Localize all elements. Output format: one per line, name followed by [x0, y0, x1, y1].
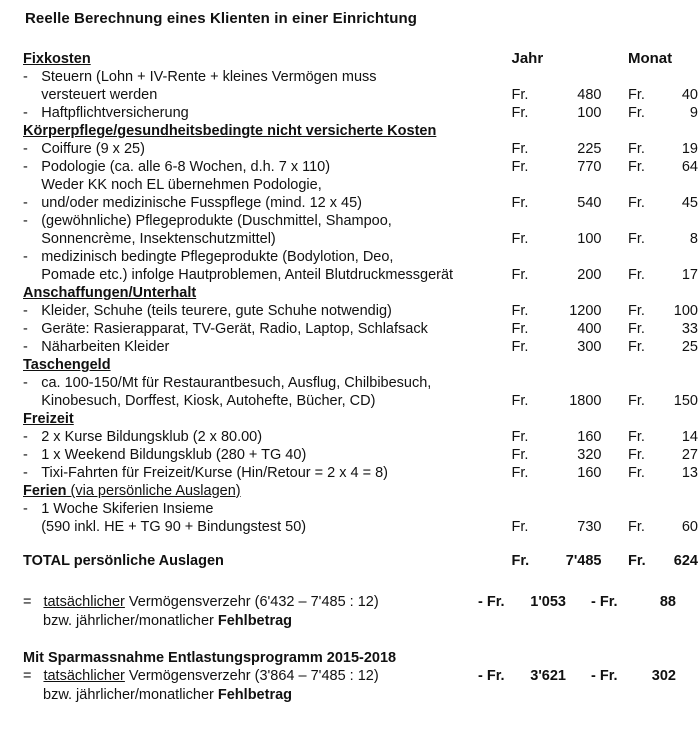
table-row: - Haftpflichtversicherung Fr. 100 Fr. 9: [23, 105, 698, 121]
table-row: Sonnencrème, Insektenschutzmittel) Fr. 100 Fr. 8: [41, 231, 698, 247]
calc1-month: 88: [659, 594, 676, 610]
year-value: 160: [577, 429, 602, 445]
section-freizeit: Freizeit: [23, 411, 74, 427]
item-label: ca. 100-150/Mt für Restaurantbesuch, Ausflug, Chilbibesuch,: [41, 375, 432, 391]
month-value: 33: [681, 321, 698, 337]
item-label: (590 inkl. HE + TG 90 + Bindungstest 50): [41, 519, 307, 535]
year-value: 100: [577, 231, 602, 247]
header-row: [23, 50, 698, 68]
section-row: [23, 410, 698, 428]
table-row: - ca. 100-150/Mt für Restaurantbesuch, Ausflug, Chilbibesuch,: [23, 374, 698, 392]
calc1-line2: bzw. jährlicher/monatlicher Fehlbetrag: [43, 613, 293, 629]
table-row: versteuert werden Fr. 480 Fr. 40: [41, 87, 698, 103]
item-label: Coiffure (9 x 25): [41, 141, 145, 157]
table-row: - 1 x Weekend Bildungsklub (280 + TG 40) Fr. 320 Fr. 27: [23, 447, 698, 463]
table-row: - Geräte: Rasierapparat, TV-Gerät, Radio, Laptop, Schlafsack Fr. 400 Fr. 33: [23, 321, 698, 337]
section-ferien-title: Ferien: [23, 483, 67, 499]
year-value: 200: [577, 267, 602, 283]
calc2-word: tatsächlicher: [43, 668, 125, 684]
section-row: [23, 356, 698, 374]
total-year-cell: Fr. 7'485: [511, 553, 602, 569]
month-value: 8: [689, 231, 698, 247]
calc2-year: 3'621: [530, 668, 566, 684]
table-row: - 1 Woche Skiferien Insieme: [23, 500, 698, 518]
section-koerperpflege: Körperpflege/gesundheitsbedingte nicht versicherte Kosten: [23, 123, 437, 139]
document-title: Reelle Berechnung eines Klienten in einer Einrichtung: [25, 10, 418, 27]
month-value: 100: [673, 303, 698, 319]
table-row: - und/oder medizinische Fusspflege (mind. 12 x 45) Fr. 540 Fr. 45: [23, 195, 698, 211]
year-value: 160: [577, 465, 602, 481]
item-label: und/oder medizinische Fusspflege (mind. 12 x 45): [41, 195, 362, 211]
item-label: Pomade etc.) infolge Hautproblemen, Anteil Blutdruckmessgerät: [41, 267, 454, 283]
year-value: 300: [577, 339, 602, 355]
item-label: 1 Woche Skiferien Insieme: [41, 501, 214, 517]
table-row: Kinobesuch, Dorffest, Kiosk, Autohefte, Bücher, CD) Fr. 1800 Fr. 150: [41, 393, 698, 409]
section-fixkosten: Fixkosten: [23, 51, 91, 67]
section-ferien-note: (via persönliche Auslagen): [66, 483, 241, 499]
calc1-year: 1'053: [530, 594, 566, 610]
table-row: [23, 518, 698, 536]
item-label: Tixi-Fahrten für Freizeit/Kurse (Hin/Retour = 2 x 4 = 8): [41, 465, 388, 481]
month-value: 13: [681, 465, 698, 481]
year-value: 400: [577, 321, 602, 337]
year-value: 540: [577, 195, 602, 211]
year-value: 225: [577, 141, 602, 157]
section-row: [23, 482, 698, 500]
item-label: Steuern (Lohn + IV-Rente + kleines Vermögen muss: [41, 69, 377, 85]
item-label: Sonnencrème, Insektenschutzmittel): [41, 231, 276, 247]
year-value: 1800: [569, 393, 602, 409]
year-value: 100: [577, 105, 602, 121]
section-taschengeld: Taschengeld: [23, 357, 111, 373]
calc2-line1: = tatsächlicher Vermögensverzehr (3'864 – 7'485 : 12): [23, 668, 379, 684]
item-label: Kleider, Schuhe (teils teurere, gute Schuhe notwendig): [41, 303, 392, 319]
table-row: - 2 x Kurse Bildungsklub (2 x 80.00) Fr. 160 Fr. 14: [23, 429, 698, 445]
section-row: [23, 284, 698, 302]
table-row: - Podologie (ca. alle 6-8 Wochen, d.h. 7 x 110) Fr. 770 Fr. 64: [23, 159, 698, 175]
table-row: - (gewöhnliche) Pflegeprodukte (Duschmittel, Shampoo,: [23, 212, 698, 230]
item-label: versteuert werden: [41, 87, 158, 103]
header-month: Monat: [627, 50, 673, 67]
item-label: Weder KK noch EL übernehmen Podologie,: [41, 177, 322, 193]
month-value: 64: [681, 159, 698, 175]
calc2-heading: Mit Sparmassnahme Entlastungsprogramm 2015-2018: [23, 650, 397, 666]
ferien-year-cell: Fr. 730: [511, 519, 602, 535]
table-row: - Kleider, Schuhe (teils teurere, gute Schuhe notwendig) Fr. 1200 Fr. 100: [23, 303, 698, 319]
table-row: - Steuern (Lohn + IV-Rente + kleines Vermögen muss: [23, 68, 698, 86]
month-value: 45: [681, 195, 698, 211]
total-label: TOTAL persönliche Auslagen: [23, 553, 224, 569]
table-row: - Tixi-Fahrten für Freizeit/Kurse (Hin/Retour = 2 x 4 = 8) Fr. 160 Fr. 13: [23, 465, 698, 481]
month-value: 19: [681, 141, 698, 157]
item-label: 2 x Kurse Bildungsklub (2 x 80.00): [41, 429, 263, 445]
year-value: 730: [577, 519, 602, 535]
month-value: 25: [681, 339, 698, 355]
table-row: - Coiffure (9 x 25) Fr. 225 Fr. 19: [23, 141, 698, 157]
calc1-word: tatsächlicher: [43, 594, 125, 610]
year-value: 770: [577, 159, 602, 175]
calc1-year-cell: - Fr. 1'053: [478, 594, 566, 610]
year-value: 480: [577, 87, 602, 103]
item-label: Näharbeiten Kleider: [41, 339, 170, 355]
total-year: 7'485: [565, 553, 602, 569]
month-value: 40: [681, 87, 698, 103]
calc1-month-cell: - Fr. 88: [591, 594, 676, 610]
total-row: [23, 552, 698, 570]
budget-table: [23, 50, 698, 570]
table-row: - medizinisch bedingte Pflegeprodukte (Bodylotion, Deo,: [23, 248, 698, 266]
calc2-month: 302: [651, 668, 676, 684]
item-label: 1 x Weekend Bildungsklub (280 + TG 40): [41, 447, 307, 463]
section-ferien: [23, 482, 698, 500]
item-label: Podologie (ca. alle 6-8 Wochen, d.h. 7 x 110): [41, 159, 331, 175]
item-label: (gewöhnliche) Pflegeprodukte (Duschmittel, Shampoo,: [41, 213, 392, 229]
month-value: 14: [681, 429, 698, 445]
month-value: 9: [689, 105, 698, 121]
item-label: Kinobesuch, Dorffest, Kiosk, Autohefte, Bücher, CD): [41, 393, 376, 409]
calc2-line2: bzw. jährlicher/monatlicher Fehlbetrag: [43, 687, 293, 703]
month-value: 150: [673, 393, 698, 409]
section-row: [23, 122, 698, 140]
calc2-month-cell: - Fr. 302: [591, 668, 676, 684]
year-value: 320: [577, 447, 602, 463]
item-label: medizinisch bedingte Pflegeprodukte (Bodylotion, Deo,: [41, 249, 394, 265]
item-label: Geräte: Rasierapparat, TV-Gerät, Radio, Laptop, Schlafsack: [41, 321, 428, 337]
month-value: 60: [681, 519, 698, 535]
total-month-cell: Fr. 624: [627, 553, 698, 569]
header-year: Jahr: [511, 50, 544, 67]
table-row: [23, 176, 698, 194]
year-value: 1200: [569, 303, 602, 319]
ferien-month-cell: Fr. 60: [627, 519, 698, 535]
calc1-line1: = tatsächlicher Vermögensverzehr (6'432 – 7'485 : 12): [23, 594, 379, 610]
calc2-year-cell: - Fr. 3'621: [478, 668, 566, 684]
section-anschaffungen: Anschaffungen/Unterhalt: [23, 285, 197, 301]
item-label: Haftpflichtversicherung: [41, 105, 189, 121]
table-row: - Näharbeiten Kleider Fr. 300 Fr. 25: [23, 339, 698, 355]
month-value: 17: [681, 267, 698, 283]
table-row: Pomade etc.) infolge Hautproblemen, Anteil Blutdruckmessgerät Fr. 200 Fr. 17: [41, 267, 698, 283]
total-month: 624: [673, 553, 698, 569]
month-value: 27: [681, 447, 698, 463]
